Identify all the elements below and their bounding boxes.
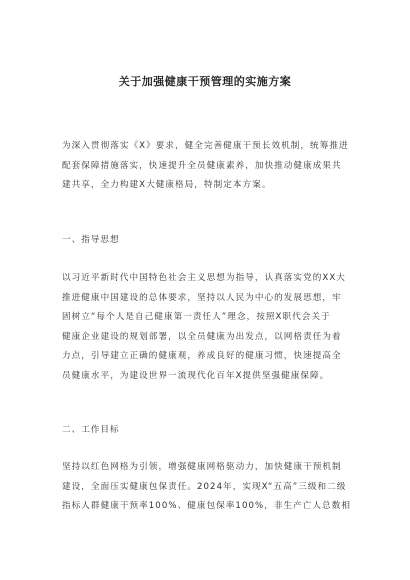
paragraph-line: 以习近平新时代中国特色社会主义思想为指导，认真落实党的XX大: [62, 273, 346, 283]
document-title: 关于加强健康干预管理的实施方案: [118, 75, 292, 88]
paragraph-line: 固树立“每个人是自己健康第一责任人”理念，按照X职代会关于: [62, 312, 331, 323]
intro-line: 配套保障措施落实，快速提升全员健康素养，加快推动健康成果共: [62, 160, 342, 171]
paragraph-line: 力点，引导建立正确的健康观，养成良好的健康习惯，快速提高全: [62, 351, 342, 362]
paragraph-line: 建设，全面压实健康包保责任。2024年，实现X“五高”三级和二级: [62, 481, 347, 492]
paragraph-line: 坚持以红色网格为引领，增强健康网格驱动力，加快健康干预机制: [62, 462, 342, 472]
work-objectives-paragraph: [62, 458, 352, 517]
intro-line: 建共享，全力构建X大健康格局，特制定本方案。: [62, 180, 272, 191]
paragraph-line: 推进健康中国建设的总体要求，坚持以人民为中心的发展思想，牢: [62, 292, 342, 303]
paragraph-line: 健康企业建设的规划部署，以全员健康为出发点，以网格责任为着: [62, 331, 342, 342]
guiding-ideology-paragraph: [62, 269, 352, 387]
section-heading-guiding-ideology: 一、指导思想: [62, 235, 120, 245]
section-heading-work-objectives: 二、工作目标: [62, 425, 120, 435]
paragraph-line: 指标人群健康干预率100%、健康包保率100%，非生产亡人总数相: [62, 501, 351, 512]
paragraph-line: 员健康水平，为建设世界一流现代化百年X提供坚强健康保障。: [62, 370, 330, 381]
intro-line: 为深入贯彻落实《X》要求，健全完善健康干预长效机制，统筹推进: [62, 141, 349, 151]
intro-paragraph: [62, 137, 352, 196]
